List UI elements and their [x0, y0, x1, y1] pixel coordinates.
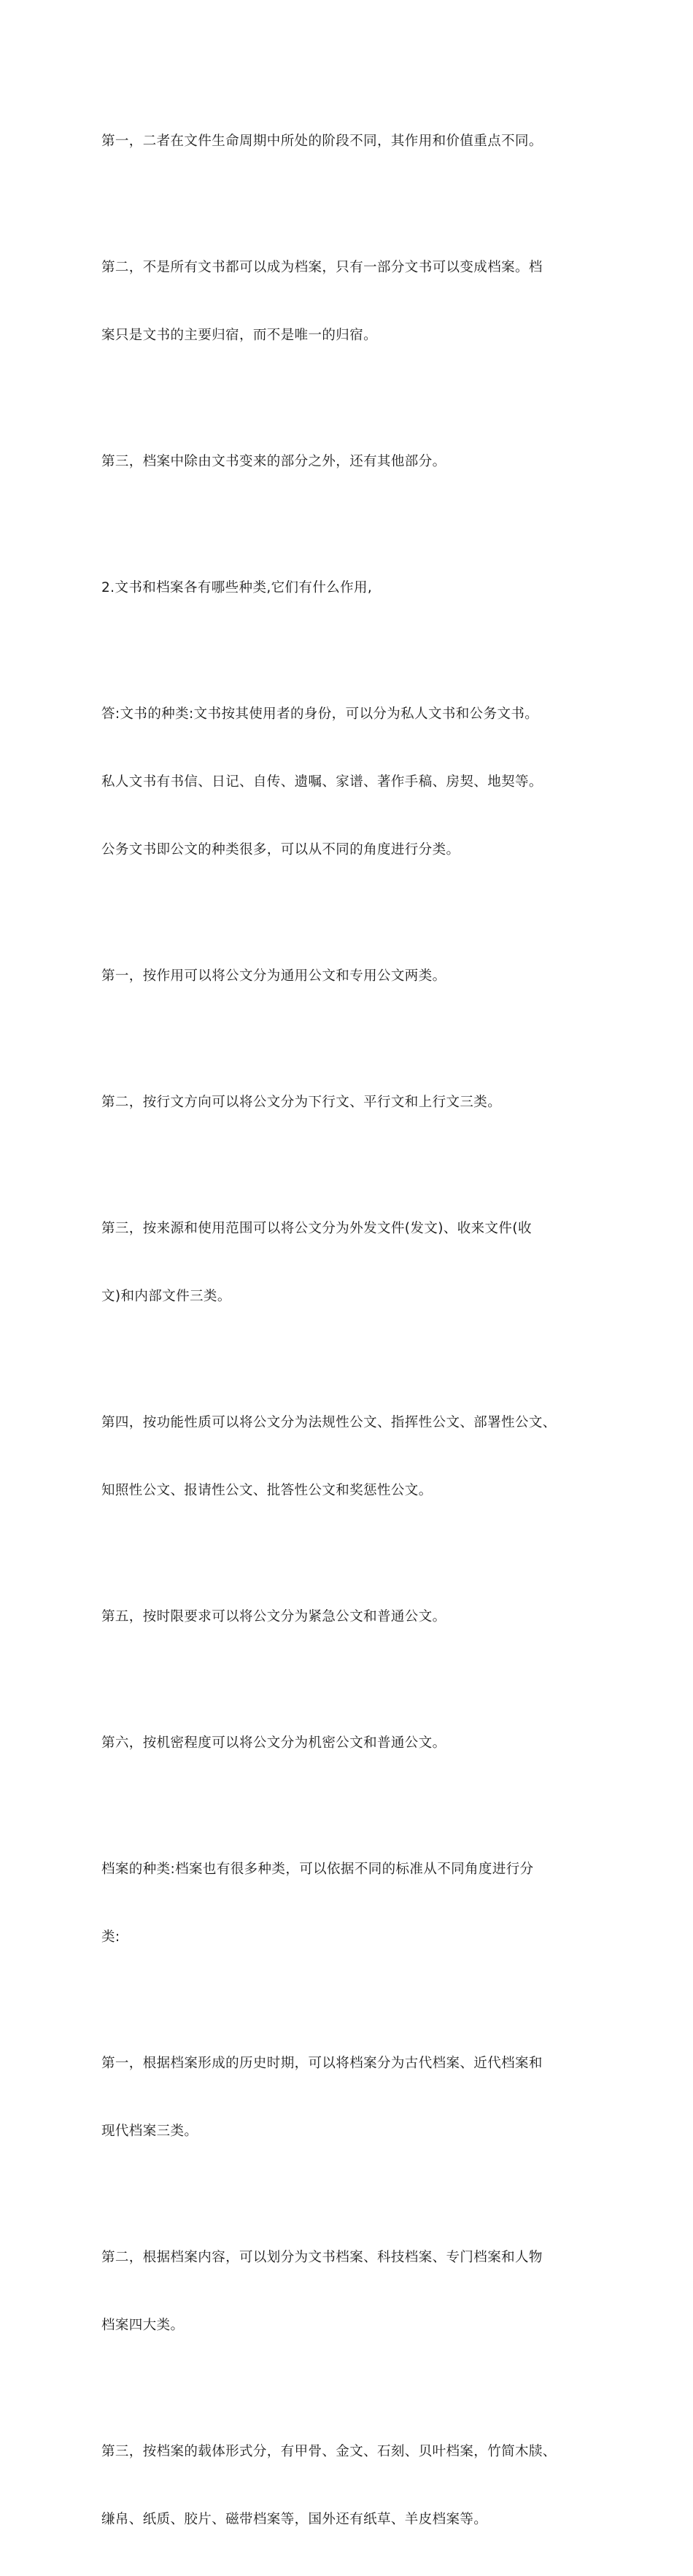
paragraph: [101, 1686, 613, 1800]
text-line: 档案的种类:档案也有很多种类，可以依据不同的标准从不同角度进行分: [101, 1862, 534, 1877]
text-line: 第一，二者在文件生命周期中所处的阶段不同，其作用和价值重点不同。: [101, 134, 543, 149]
text-line: 2.文书和档案各有哪些种类,它们有什么作用,: [101, 580, 373, 595]
text-line: 第一，根据档案形成的历史时期，可以将档案分为古代档案、近代档案和: [101, 2056, 543, 2071]
text-line: 第二，按行文方向可以将公文分为下行文、平行文和上行文三类。: [101, 1095, 502, 1110]
paragraph: [101, 2007, 613, 2188]
paragraph: [101, 405, 613, 518]
text-line: 缣帛、纸质、胶片、磁带档案等，国外还有纸草、羊皮档案等。: [101, 2512, 488, 2527]
paragraph: [101, 2201, 613, 2382]
text-line: 第三，按来源和使用范围可以将公文分为外发文件(发文)、收来文件(收: [101, 1221, 532, 1236]
text-line: 第二，不是所有文书都可以成为档案，只有一部分文书可以变成档案。档: [101, 260, 543, 275]
paragraph: [101, 1046, 613, 1159]
text-line: 案只是文书的主要归宿，而不是唯一的归宿。: [101, 328, 378, 343]
text-line: 第五，按时限要求可以将公文分为紧急公文和普通公文。: [101, 1609, 446, 1624]
paragraph: [101, 1172, 613, 1353]
question-heading: [101, 531, 613, 644]
text-line: 第三，按档案的载体形式分，有甲骨、金文、石刻、贝叶档案，竹简木牍、: [101, 2444, 557, 2459]
paragraph: [101, 1366, 613, 1547]
paragraph: [101, 211, 613, 392]
text-line: 文)和内部文件三类。: [101, 1289, 231, 1304]
text-line: 第二，根据档案内容，可以划分为文书档案、科技档案、专门档案和人物: [101, 2250, 543, 2265]
text-line: 档案四大类。: [101, 2318, 185, 2333]
text-line: 类:: [101, 1929, 120, 1945]
text-line: 第四，按功能性质可以将公文分为法规性公文、指挥性公文、部署性公文、: [101, 1415, 557, 1430]
text-line: 现代档案三类。: [101, 2124, 198, 2139]
text-line: 第三，档案中除由文书变来的部分之外，还有其他部分。: [101, 454, 446, 469]
text-line: 第一，按作用可以将公文分为通用公文和专用公文两类。: [101, 968, 446, 984]
text-line: 第六，按机密程度可以将公文分为机密公文和普通公文。: [101, 1735, 446, 1751]
paragraph: [101, 1813, 613, 1994]
paragraph: [101, 1560, 613, 1673]
text-line: 公务文书即公文的种类很多，可以从不同的角度进行分类。: [101, 842, 460, 857]
paragraph: [101, 85, 613, 198]
text-line: 知照性公文、报请性公文、批答性公文和奖惩性公文。: [101, 1483, 433, 1498]
text-line: 答:文书的种类:文书按其使用者的身份，可以分为私人文书和公务文书。: [101, 706, 539, 722]
answer-paragraph: [101, 658, 613, 906]
paragraph: [101, 2395, 613, 2576]
text-line: 私人文书有书信、日记、自传、遗嘱、家谱、著作手稿、房契、地契等。: [101, 774, 543, 790]
paragraph: [101, 919, 613, 1033]
